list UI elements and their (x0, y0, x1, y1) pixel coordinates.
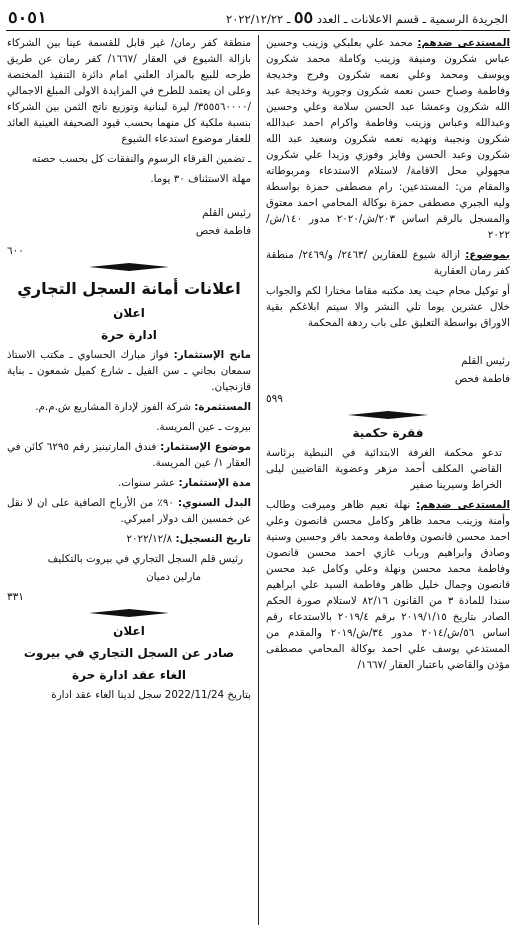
right-column (260, 35, 510, 925)
column-rule (258, 35, 259, 925)
clerk-name: فاطمة فحص (195, 225, 251, 237)
notice-subject (266, 247, 510, 279)
defendants-label: المستدعى ضدهم: (417, 37, 510, 49)
fees-clause: ـ تضمين الفرقاء الرسوم والنفقات كل بحسب حصته (31, 153, 251, 165)
field-subject (7, 439, 251, 471)
duration-label: مدة الإستثمار: (178, 477, 251, 489)
commercial-registry-title: اعلانات أمانة السجل التجاري (17, 279, 241, 298)
clerk-role: رئيس القلم (202, 207, 251, 219)
subject-text: فندق المارتينيز رقم ٦٢٩٥ كائن في العقار ١/ عين المريسة. (7, 441, 251, 469)
notice-defendants (266, 35, 510, 243)
issue-number: ٥٥ (293, 7, 314, 27)
judgment-defendants-label: المستدعى ضدهم: (416, 499, 510, 511)
section-divider (89, 609, 169, 617)
field-grantor (7, 347, 251, 395)
notice-number: ٥٩٩ (266, 393, 283, 405)
field-annual-fee (7, 495, 251, 527)
field-duration (7, 475, 251, 491)
subject-label: موضوع الإستثمار: (160, 441, 252, 453)
section-title-judgment: فقرة حكمية (352, 426, 424, 440)
ad-issuer: صادر عن السجل التجاري في بيروت (23, 646, 235, 660)
section-divider (348, 411, 428, 419)
grantor-text: فواز مبارك الحساوي ـ مكتب الاستاذ سمعان بجاني ـ سن الفيل ـ شارع كميل شمعون ـ بناية قازنجيان. (7, 349, 251, 393)
left-column (7, 35, 257, 925)
ad-subtitle: ادارة حرة (101, 328, 157, 342)
clerk-name: فاطمة فحص (454, 373, 510, 385)
registration-date-label: تاريخ التسجيل: (175, 533, 251, 545)
clerk-role: رئيس القلم (461, 355, 510, 367)
court-paragraph: تدعو محكمة الغرفة الابتدائية في النبطية برئاسة القاضي المكلف أحمد مزهر وعضوية القاضيين ليلى الخراط وسيرينا صفير (266, 447, 502, 491)
gazette-title-text: الجريدة الرسمية ـ قسم الاعلانات ـ العدد (316, 11, 508, 26)
ad-title: اعلان (113, 306, 145, 320)
subject-label: بموضوع: (465, 249, 511, 261)
judgment-defendants (266, 497, 510, 673)
section-divider (89, 263, 169, 271)
ad-title: اعلان (113, 624, 145, 638)
judgment-continuation: منطقة كفر رمان/ غير قابل للقسمة عينا بين الشركاء بازالة الشيوع في العقار /١٦٦٧/ كفر رمان عن طريق طرحه للبيع بالمزاد العلني امام دائرة التنفيذ المختصة وعلى ان يعتمد للطرح في المزايدة الاولى المبلغ الاجمالي /٣٥٥٥٦٠٠٠٠/ ليرة لبنانية وتوزيع ناتج الثمن بين الشركاء بنسبة ملكية كل منهما بحسب قيود الصحيفة العينية العائد للعقار موضوع استدعاء الشيوع (7, 37, 251, 145)
appeal-period: مهلة الاستئناف ٣٠ يوما. (150, 173, 251, 185)
investor-address: بيروت ـ عين المريسة. (156, 421, 251, 433)
registration-date-text: ٢٠٢٢/١٢/٨ (126, 533, 176, 545)
notice-number: ٦٠٠ (7, 245, 24, 257)
field-registration-date (7, 531, 251, 547)
ad-subtitle: الغاء عقد ادارة حرة (72, 668, 186, 682)
duration-text: عشر سنوات. (118, 477, 179, 489)
subject-text: ازالة شيوع للعقارين /٢٤٦٣/ و/٢٤٦٩/ منطقة كفر رمان العقارية (266, 249, 510, 277)
registrar-name: مارلين دميان (146, 571, 201, 583)
judgment-defendants-text: نهلة نعيم ظاهر وميرفت وطالب وأمنة وزينب محمد ظاهر وكامل محسن قانصون وعلي احمد محسن قانصون وفاطمة ومحمد باقر وحسين وسنية وصادق وابراهيم ورباب غازي احمد محسن قانصون وفاطمة محمد محسن ونهلة وعلي وكامل عبد محسن قانصون وجمال خليل ظاهر وفاطمة السيد علي ابراهيم سندا للمادة ٣ من القانون ٨٢/١٦ لاستلام صورة الحكم الصادر بتاريخ ٢٠١٩/١/١٥ برقم ٢٠١٩/٤ بالاستدعاء رقم اساس ٥٦/ش/٢٠١٤ مدور ٣٤/ش/٢٠١٩ والمقدم من المستدعي يوسف علي احمد بوكالة المحامي مصطفى مؤذن والقاضي باعتبار العقار /١٦٦٧/ (266, 499, 511, 671)
grantor-label: مانح الإستثمار: (173, 349, 251, 361)
page-number: ٥٠٥١ (8, 7, 47, 27)
annual-fee-label: البدل السنوي: (178, 497, 251, 509)
issue-date: ـ ٢٠٢٢/١٢/٢٢ (226, 11, 291, 26)
registrar-role: رئيس قلم السجل التجاري في بيروت بالتكليف (47, 553, 243, 565)
investor-text: شركة الفوز لإدارة المشاريع ش.م.م. (35, 401, 195, 413)
notice-instructions: أو توكيل محام حيث يعد مكتبه مقاما مختارا لكم والجواب خلال عشرين يوما تلي النشر والا سيتم ابلاغكم بقية الاوراق بواسطة التعليق على باب ردهة المحكمة (266, 285, 510, 329)
field-investor (7, 399, 251, 415)
notice-number: ٣٣١ (7, 591, 24, 603)
columns (6, 35, 510, 925)
annual-fee-text: ٩٠٪ من الأرباح الصافية على ان لا نقل عن خمسين الف دولار اميركي. (7, 497, 251, 525)
defendants-text: محمد علي بعلبكي وزينب وحسين عباس شكرون ومنيفة وزينب وكاملة محمد شكرون ويوسف ومحمد وعلي نعمه شكرون وفرج وخديجة وفاطمة وصباح حسن نعمه شكرون وجورية وخديجة عبد الله شكرون وعمشا عبد الحسن سلامة وعلي وحسين وعبدالله وعباس وزينب وفاطمة واكرام احمد عبدالله شكرون ونجيبة ونهديه نعمه شكرون وسعيد عبد الله شكرون وعبد الحسن وفايز وفوزي وزيدا علي شكرون مجهولي محل الاقامة/ لاستلام الاستدعاء ومربوطاته والمقام من: المستدعين: رام مصطفى حمزة بواسطة وليه الجبري مصطفى حمزة بوكالة المحامي احمد معتوق والمسجل بالرقم اساس ٢٠٣/ش/٢٠٢٠ مدور ١٤٠/ش/٢٠٢٢ (266, 37, 510, 241)
gazette-title (226, 8, 508, 27)
investor-label: المستثمرة: (194, 401, 251, 413)
page-header (6, 6, 510, 31)
cancellation-text: بتاريخ 2022/11/24 سجل لدينا الغاء عقد ادارة (51, 689, 251, 701)
